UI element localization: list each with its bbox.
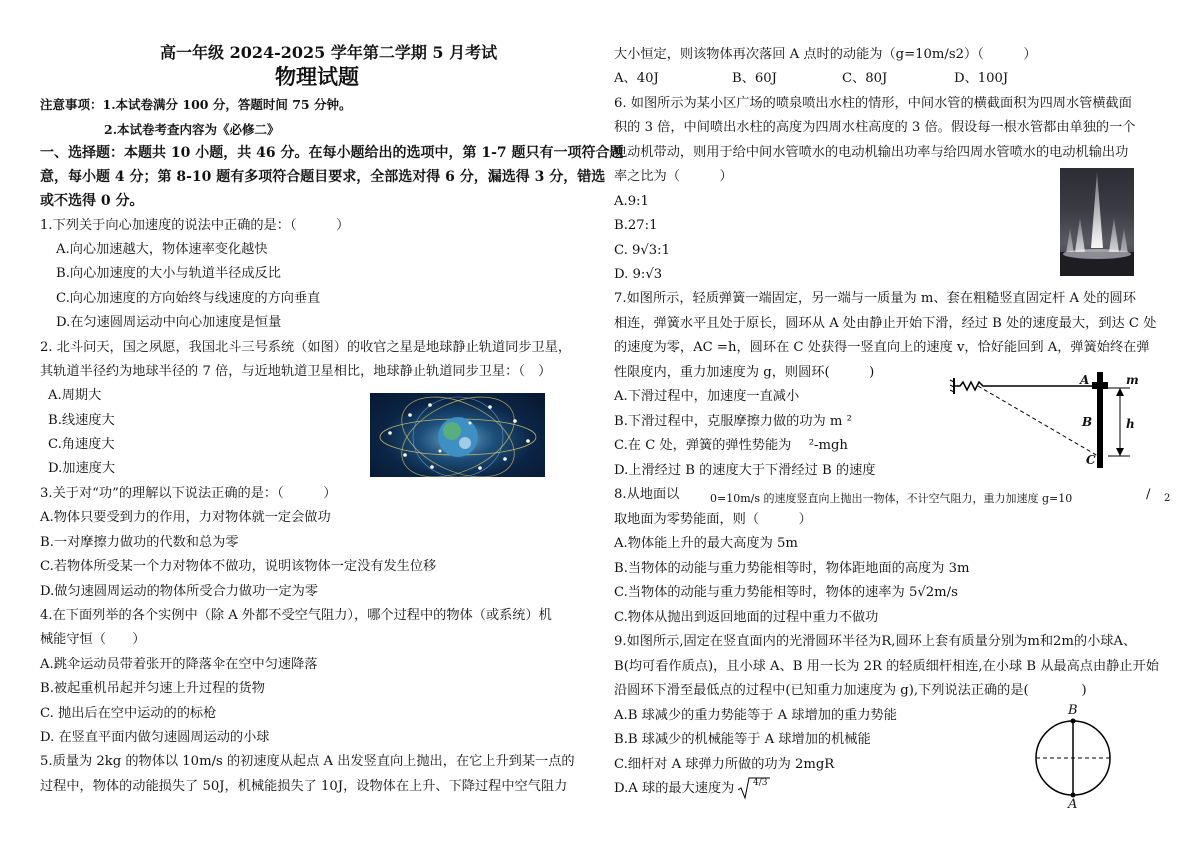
q6-line-4: 率之比为（ ） <box>614 169 733 184</box>
q9-option-c: C.细杆对 A 球弹力所做的功为 2mgR <box>614 757 835 772</box>
sqrt-expression <box>736 776 772 802</box>
q3-option-d: D.做匀速圆周运动的物体所受合力做功一定为零 <box>40 584 319 599</box>
q8-line-1-a: 8.从地面以 <box>614 487 680 502</box>
q4-option-d: D. 在竖直平面内做匀速圆周运动的小球 <box>40 730 270 745</box>
q9-line-3: 沿圆环下滑至最低点的过程中(已知重力加速度为 g),下列说法正确的是( ) <box>614 683 1087 698</box>
q7-line-3: 的速度为零，AC =h，圆环在 C 处获得一竖直向上的速度 v，恰好能回到 A，弹簧始终在弹 <box>614 340 1150 355</box>
q6-line-3: 电动机带动，则用于给中间水管喷水的电动机输出功率与给四周水管喷水的电动机输出功 <box>614 145 1129 160</box>
label-c: C <box>1086 453 1096 467</box>
q2-option-b: B.线速度大 <box>48 413 115 428</box>
circle-ring-diagram <box>1028 703 1118 814</box>
q3-option-b: B.一对摩擦力做功的代数和总为零 <box>40 535 239 550</box>
section1-line-3: 或不选得 0 分。 <box>40 193 144 209</box>
q8-line-2: 取地面为零势能面，则（ ） <box>614 512 812 527</box>
q8-option-b: B.当物体的动能与重力势能相等时，物体距地面的高度为 3m <box>614 561 970 576</box>
label-b-top: B <box>1068 703 1078 718</box>
q5-option-b: B、60J <box>732 71 777 86</box>
q6-option-d: D. 9:√3 <box>614 267 663 282</box>
label-a: A <box>1080 373 1090 387</box>
q8-option-d: C.物体从抛出到返回地面的过程中重力不做功 <box>614 610 879 625</box>
q5-line-1: 5.质量为 2kg 的物体以 10m/s 的初速度从起点 A 出发竖直向上抛出，在它上升到某一点的 <box>40 754 575 769</box>
q7-option-b: B.下滑过程中，克服摩擦力做的功为 m ² <box>614 414 852 429</box>
right-column <box>608 0 1178 847</box>
q7-line-2: 相连，弹簧水平且处于原长，圆环从 A 处由静止开始下滑，经过 B 处的速度最大，到达 C 处 <box>614 316 1157 331</box>
q8-option-a: A.物体能上升的最大高度为 5m <box>614 536 798 551</box>
q1-stem: 1.下列关于向心加速度的说法中正确的是：（ ） <box>40 218 350 233</box>
section1-line-1: 一、选择题：本题共 10 小题，共 46 分。在每小题给出的选项中，第 1-7 题只有一项符合题 <box>40 145 624 161</box>
q9-option-b: B.B 球减少的机械能等于 A 球增加的机械能 <box>614 732 871 747</box>
q6-option-a: A.9:1 <box>614 194 649 209</box>
q2-option-c: C.角速度大 <box>48 437 115 452</box>
q7-line-4: 性限度内，重力加速度为 g，则圆环( ) <box>614 365 875 380</box>
q3-stem: 3.关于对“功”的理解以下说法正确的是：（ ） <box>40 486 337 501</box>
q8-line-1-c: / <box>1146 487 1151 502</box>
satellite-orbits-icon <box>370 393 545 477</box>
q6-option-b: B.27:1 <box>614 218 658 233</box>
exam-subject: 物理试题 <box>275 64 359 89</box>
beidou-satellite-figure <box>370 393 545 477</box>
left-column <box>30 0 624 847</box>
q8-option-c: C.当物体的动能与重力势能相等时，物体的速率为 5√2m/s <box>614 585 958 600</box>
q9-line-2: B(均可看作质点)，且小球 A、B 用一长为 2R 的轻质细杆相连,在小球 B 从最高点由静止开始 <box>614 659 1159 674</box>
label-b: B <box>1082 415 1093 429</box>
label-a-bottom: A <box>1068 797 1078 812</box>
q3-option-a: A.物体只要受到力的作用，力对物体就一定会做功 <box>40 510 331 525</box>
q8-line-1-b: 0=10m/s 的速度竖直向上抛出一物体，不计空气阻力，重力加速度 g=10 <box>710 492 1073 505</box>
q5-option-c: C、80J <box>842 71 888 86</box>
q1-option-a: A.向心加速越大，物体速率变化越快 <box>56 242 268 257</box>
q9-line-1: 9.如图所示,固定在竖直面内的光滑圆环半径为R,圆环上套有质量分别为m和2m的小球A、 <box>614 634 1137 649</box>
q7-option-a: A.下滑过程中，加速度一直减小 <box>614 389 800 404</box>
q3-option-c: C.若物体所受某一个力对物体不做功，说明该物体一定没有发生位移 <box>40 559 437 574</box>
q5-option-d: D、100J <box>954 71 1009 86</box>
notice-line-1: 注意事项：1.本试卷满分 100 分，答题时间 75 分钟。 <box>40 97 352 112</box>
sqrt-fraction: 4/3 <box>753 778 768 788</box>
q1-option-b: B.向心加速度的大小与轨道半径成反比 <box>56 266 281 281</box>
q1-option-c: C.向心加速度的方向始终与线速度的方向垂直 <box>56 291 321 306</box>
q9-option-a: A.B 球减少的重力势能等于 A 球增加的重力势能 <box>614 708 897 723</box>
q9-option-d: D.A 球的最大速度为 <box>614 781 735 796</box>
q7-option-d: D.上滑经过 B 的速度大于下滑经过 B 的速度 <box>614 463 876 478</box>
q7-option-c: C.在 C 处，弹簧的弹性势能为 ²-mgh <box>614 438 848 453</box>
spring-ring-diagram <box>948 370 1163 470</box>
label-m: m <box>1126 373 1139 387</box>
q2-option-d: D.加速度大 <box>48 461 116 476</box>
q1-option-d: D.在匀速圆周运动中向心加速度是恒量 <box>56 315 282 330</box>
q6-option-c: C. 9√3:1 <box>614 243 671 258</box>
q5-line-3: 大小恒定，则该物体再次落回 A 点时的动能为（g=10m/s2）（ ） <box>614 47 1037 62</box>
q8-line-1-d: 2 <box>1164 493 1171 504</box>
q4-option-c: C. 抛出后在空中运动的的标枪 <box>40 706 217 721</box>
q6-line-1: 6. 如图所示为某小区广场的喷泉喷出水柱的情形，中间水管的横截面积为四周水管横截面 <box>614 96 1132 111</box>
notice-line-2: 2.本试卷考查内容为《必修二》 <box>104 122 280 137</box>
q2-option-a: A.周期大 <box>48 388 102 403</box>
q7-line-1: 7.如图所示，轻质弹簧一端固定，另一端与一质量为 m、套在粗糙竖直固定杆 A 处的圆环 <box>614 291 1136 306</box>
q4-option-a: A.跳伞运动员带着张开的降落伞在空中匀速降落 <box>40 657 318 672</box>
fountain-icon <box>1060 168 1134 276</box>
q5-option-a: A、40J <box>614 71 659 86</box>
exam-title: 高一年级 2024-2025 学年第二学期 5 月考试 <box>160 43 498 62</box>
q2-line-2: 其轨道半径约为地球半径的 7 倍，与近地轨道卫星相比，地球静止轨道同步卫星：（ ） <box>40 364 552 379</box>
q4-line-2: 械能守恒（ ） <box>40 632 146 647</box>
q4-option-b: B.被起重机吊起并匀速上升过程的货物 <box>40 681 265 696</box>
fountain-photo <box>1060 168 1134 276</box>
q5-line-2: 过程中，物体的动能损失了 50J，机械能损失了 10J，设物体在上升、下降过程中空气阻力 <box>40 779 568 794</box>
q4-line-1: 4.在下面列举的各个实例中（除 A 外都不受空气阻力），哪个过程中的物体（或系统）机 <box>40 608 552 623</box>
q6-line-2: 积的 3 倍，中间喷出水柱的高度为四周水柱高度的 3 倍。假设每一根水管都由单独的一个 <box>614 120 1136 135</box>
section1-line-2: 意，每小题 4 分；第 8-10 题有多项符合题目要求，全部选对得 6 分，漏选得 3 分，错选 <box>40 169 606 185</box>
label-h: h <box>1126 417 1135 431</box>
q2-line-1: 2. 北斗问天，国之夙愿，我国北斗三号系统（如图）的收官之星是地球静止轨道同步卫星， <box>40 340 572 355</box>
